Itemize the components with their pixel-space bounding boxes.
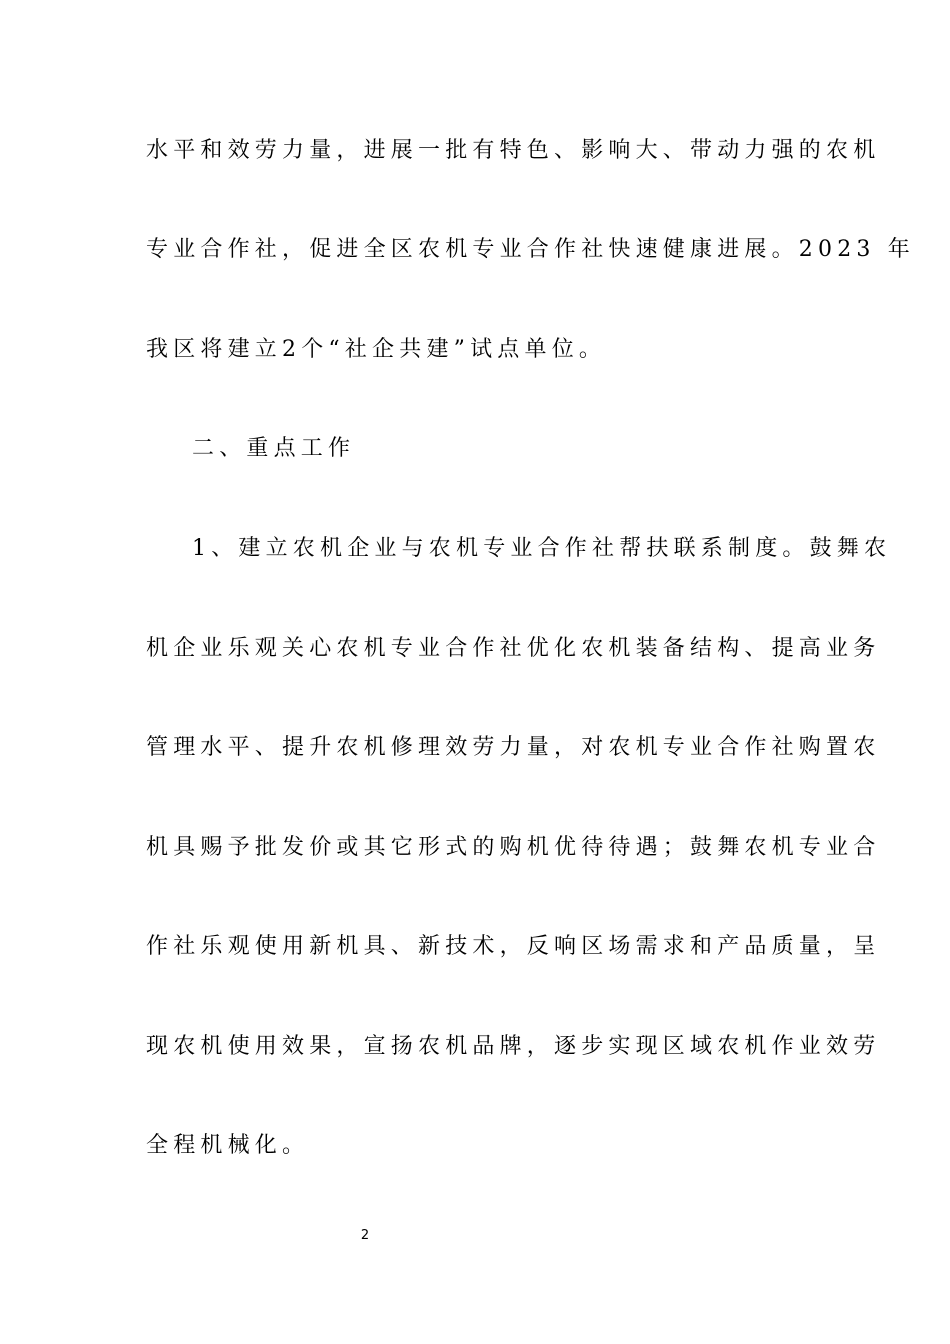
paragraph-line: 全程机械化。 bbox=[146, 1133, 310, 1158]
paragraph-line: 水平和效劳力量，进展一批有特色、影响大、带动力强的农机 bbox=[146, 138, 881, 163]
paragraph-line: 机具赐予批发价或其它形式的购机优待待遇；鼓舞农机专业合 bbox=[146, 835, 881, 860]
paragraph-line: 管理水平、提升农机修理效劳力量，对农机专业合作社购置农 bbox=[146, 735, 881, 760]
paragraph-line: 我区将建立2个“社企共建”试点单位。 bbox=[146, 337, 607, 362]
paragraph-line: 专业合作社，促进全区农机专业合作社快速健康进展。2023 年 bbox=[146, 237, 915, 262]
section-heading: 二、重点工作 bbox=[192, 436, 356, 461]
paragraph-line: 机企业乐观关心农机专业合作社优化农机装备结构、提高业务 bbox=[146, 636, 881, 661]
paragraph-line: 1、建立农机企业与农机专业合作社帮扶联系制度。鼓舞农 bbox=[192, 536, 892, 561]
paragraph-line: 现农机使用效果，宣扬农机品牌，逐步实现区域农机作业效劳 bbox=[146, 1034, 881, 1059]
paragraph-line: 作社乐观使用新机具、新技术，反响区场需求和产品质量，呈 bbox=[146, 934, 881, 959]
page-number: 2 bbox=[360, 1228, 370, 1243]
